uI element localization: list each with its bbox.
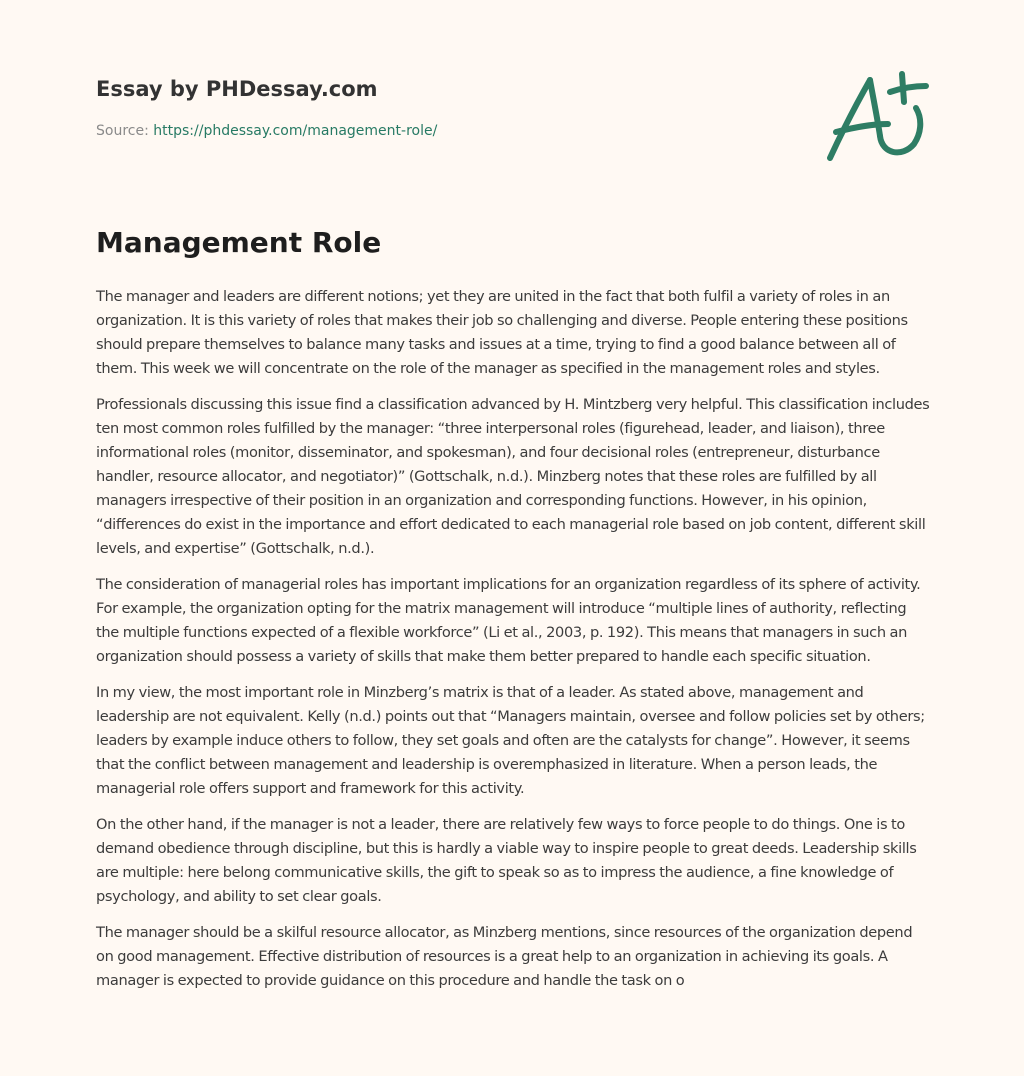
source-label: Source: xyxy=(96,123,149,139)
a-plus-grade-icon xyxy=(818,62,936,174)
essay-title: Management Role xyxy=(96,226,382,259)
essay-paragraph: The manager and leaders are different notions; yet they are united in the fact that both fulfil a variety of roles in an organization. It is this variety of roles that makes their job so challenging and diverse. People entering these positions should prepare themselves to balance many tasks and issues at a time, trying to find a good balance between all of them. This week we will concentrate on the role of the manager as specified in the management roles and styles. xyxy=(96,288,908,377)
site-title: Essay by PHDessay.com xyxy=(96,77,378,101)
essay-paragraph: Professionals discussing this issue find a classification advanced by H. Mintzberg very helpful. This classification includes ten most common roles fulfilled by the manager: “three interpersonal roles (figurehead, leader, and liaison), three informational roles (monitor, disseminator, and spokesman), and four decisional roles (entrepreneur, disturbance handler, resource allocator, and negotiator)” (Gottschalk, n.d.). Minzberg notes that these roles are fulfilled by all managers irrespective of their position in an organization and corresponding functions. However, in his opinion, “differences do exist in the importance and effort dedicated to each managerial role based on job content, different skill levels, and expertise” (Gottschalk, n.d.). xyxy=(96,396,930,557)
essay-body xyxy=(96,285,932,1005)
source-link[interactable]: https://phdessay.com/management-role/ xyxy=(153,123,438,139)
essay-paragraph: The manager should be a skilful resource allocator, as Minzberg mentions, since resources of the organization depend on good management. Effective distribution of resources is a great help to an organization in achieving its goals. A manager is expected to provide guidance on this procedure and handle the task on o xyxy=(96,924,913,989)
essay-paragraph: In my view, the most important role in Minzberg’s matrix is that of a leader. As stated above, management and leadership are not equivalent. Kelly (n.d.) points out that “Managers maintain, oversee and follow policies set by others; leaders by example induce others to follow, they set goals and often are the catalysts for change”. However, it seems that the conflict between management and leadership is overemphasized in literature. When a person leads, the managerial role offers support and framework for this activity. xyxy=(96,684,925,797)
essay-paragraph: The consideration of managerial roles has important implications for an organization regardless of its sphere of activity. For example, the organization opting for the matrix management will introduce “multiple lines of authority, reflecting the multiple functions expected of a flexible workforce” (Li et al., 2003, p. 192). This means that managers in such an organization should possess a variety of skills that make them better prepared to handle each specific situation. xyxy=(96,576,921,665)
source-line xyxy=(96,123,437,139)
essay-paragraph: On the other hand, if the manager is not a leader, there are relatively few ways to force people to do things. One is to demand obedience through discipline, but this is hardly a viable way to inspire people to great deeds. Leadership skills are multiple: here belong communicative skills, the gift to speak so as to impress the audience, a fine knowledge of psychology, and ability to set clear goals. xyxy=(96,816,917,905)
